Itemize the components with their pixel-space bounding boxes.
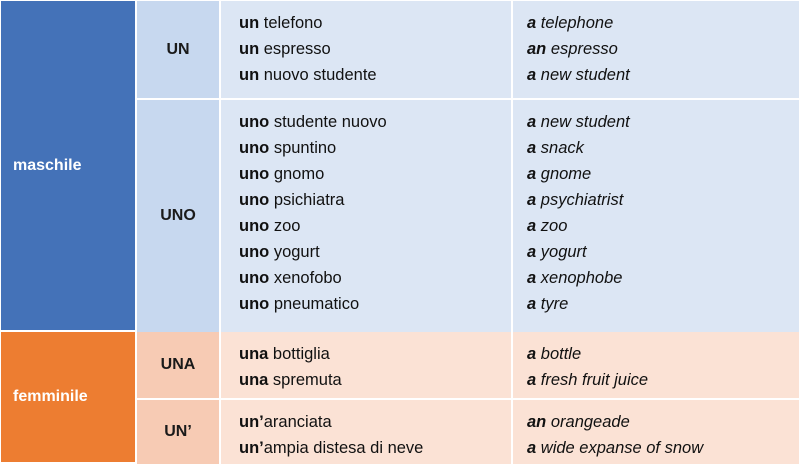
table-row [137, 400, 799, 464]
italian-examples-un [221, 1, 513, 98]
noun-word: wide expanse of snow [536, 439, 704, 457]
noun-word: telefono [259, 14, 323, 32]
list-item [239, 161, 511, 187]
article-word: un’ [239, 439, 264, 457]
noun-word: espresso [546, 40, 618, 58]
article-word: un [239, 66, 260, 84]
list-item [239, 10, 511, 36]
article-label-una: UNA [137, 332, 221, 398]
article-word: uno [239, 165, 270, 183]
list-item [527, 341, 799, 367]
gender-label-masculine: maschile [1, 1, 137, 332]
article-label-un-apostrophe: UN’ [137, 400, 221, 464]
table-row [137, 332, 799, 400]
article-word: uno [239, 191, 270, 209]
article-word: a [527, 269, 537, 287]
noun-word: fresh fruit juice [536, 371, 649, 389]
noun-word: gnomo [269, 165, 325, 183]
english-translations-uno [513, 100, 799, 332]
list-item [527, 409, 799, 435]
gender-group-masculine [1, 1, 799, 332]
article-word: a [527, 165, 537, 183]
masculine-rows [137, 1, 799, 332]
noun-word: psichiatra [269, 191, 345, 209]
noun-word: new student [536, 113, 630, 131]
list-item [527, 435, 799, 461]
list-item [239, 409, 511, 435]
noun-word: snack [536, 139, 584, 157]
list-item [527, 62, 799, 88]
list-item [527, 265, 799, 291]
english-translations-un-apostrophe [513, 400, 799, 464]
italian-examples-una [221, 332, 513, 398]
article-label-uno: UNO [137, 100, 221, 332]
table-row [137, 100, 799, 332]
gender-label-feminine: femminile [1, 332, 137, 464]
article-word: una [239, 345, 269, 363]
list-item [239, 135, 511, 161]
table-row [137, 1, 799, 100]
list-item [527, 161, 799, 187]
list-item [239, 109, 511, 135]
list-item [527, 109, 799, 135]
article-word: uno [239, 113, 270, 131]
article-word: una [239, 371, 269, 389]
list-item [239, 435, 511, 461]
article-label-un: UN [137, 1, 221, 98]
noun-word: aranciata [263, 413, 332, 431]
article-word: uno [239, 243, 270, 261]
list-item [527, 291, 799, 317]
article-word: a [527, 371, 537, 389]
article-word: a [527, 113, 537, 131]
feminine-rows [137, 332, 799, 464]
article-word: uno [239, 269, 270, 287]
article-word: uno [239, 139, 270, 157]
noun-word: yogurt [269, 243, 320, 261]
noun-word: studente nuovo [269, 113, 387, 131]
article-word: a [527, 243, 537, 261]
noun-word: orangeade [546, 413, 630, 431]
noun-word: espresso [259, 40, 331, 58]
noun-word: ampia distesa di neve [263, 439, 424, 457]
article-word: uno [239, 295, 270, 313]
list-item [239, 213, 511, 239]
list-item [527, 135, 799, 161]
list-item [527, 213, 799, 239]
article-word: uno [239, 217, 270, 235]
list-item [527, 10, 799, 36]
list-item [527, 367, 799, 393]
noun-word: nuovo studente [259, 66, 377, 84]
noun-word: gnome [536, 165, 592, 183]
gender-group-feminine [1, 332, 799, 464]
noun-word: bottle [536, 345, 582, 363]
list-item [239, 36, 511, 62]
article-word: un [239, 14, 260, 32]
noun-word: spremuta [268, 371, 342, 389]
list-item [239, 62, 511, 88]
noun-word: xenophobe [536, 269, 623, 287]
italian-examples-uno [221, 100, 513, 332]
noun-word: new student [536, 66, 630, 84]
noun-word: pneumatico [269, 295, 360, 313]
article-word: un’ [239, 413, 264, 431]
list-item [239, 367, 511, 393]
article-word: an [527, 40, 547, 58]
noun-word: bottiglia [268, 345, 330, 363]
article-word: a [527, 139, 537, 157]
article-word: an [527, 413, 547, 431]
noun-word: zoo [269, 217, 301, 235]
list-item [239, 239, 511, 265]
article-word: a [527, 66, 537, 84]
list-item [527, 36, 799, 62]
article-word: a [527, 439, 537, 457]
list-item [527, 187, 799, 213]
noun-word: xenofobo [269, 269, 342, 287]
english-translations-un [513, 1, 799, 98]
noun-word: zoo [536, 217, 568, 235]
article-word: a [527, 191, 537, 209]
noun-word: yogurt [536, 243, 587, 261]
list-item [239, 265, 511, 291]
article-word: a [527, 217, 537, 235]
english-translations-una [513, 332, 799, 398]
noun-word: telephone [536, 14, 614, 32]
article-word: a [527, 345, 537, 363]
noun-word: spuntino [269, 139, 337, 157]
list-item [239, 341, 511, 367]
italian-examples-un-apostrophe [221, 400, 513, 464]
list-item [239, 187, 511, 213]
article-word: un [239, 40, 260, 58]
article-word: a [527, 295, 537, 313]
noun-word: psychiatrist [536, 191, 624, 209]
list-item [527, 239, 799, 265]
noun-word: tyre [536, 295, 569, 313]
list-item [239, 291, 511, 317]
article-word: a [527, 14, 537, 32]
